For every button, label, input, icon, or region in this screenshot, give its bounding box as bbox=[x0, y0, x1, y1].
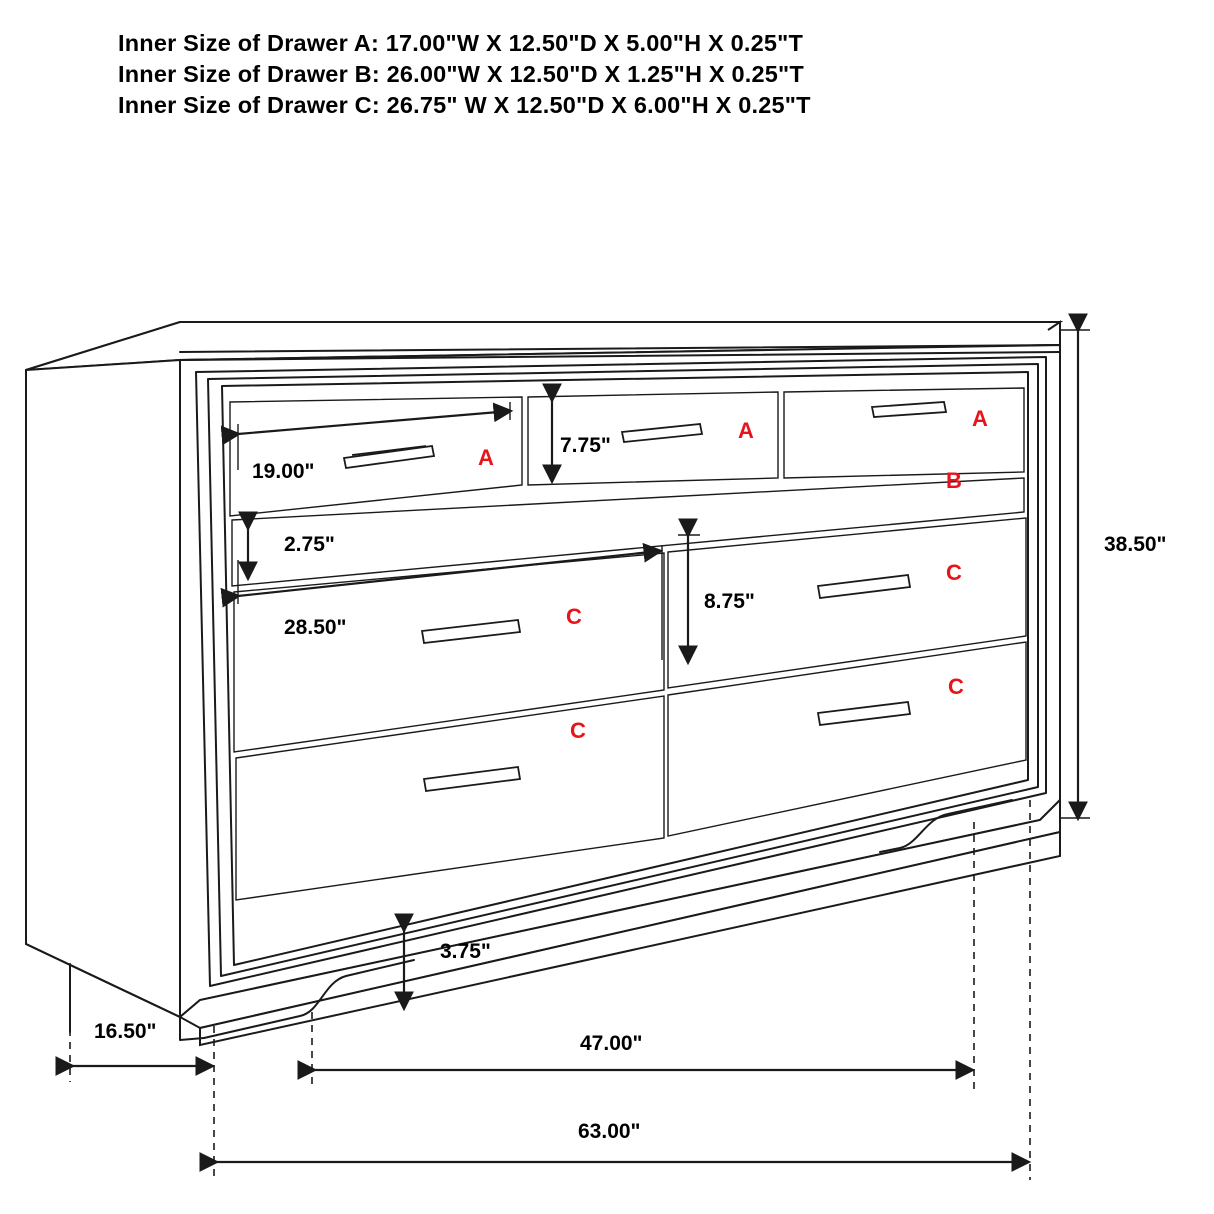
dimension-drawer-c-width: 28.50" bbox=[284, 616, 347, 639]
label-drawer-c-upper-right: C bbox=[946, 560, 962, 585]
dimension-drawer-c-height: 8.75" bbox=[704, 590, 755, 613]
dimension-drawer-a-width: 19.00" bbox=[252, 460, 315, 483]
label-drawer-c-lower-left: C bbox=[570, 718, 586, 743]
dimension-overall-width: 63.00" bbox=[578, 1120, 641, 1143]
dimension-overall-height: 38.50" bbox=[1104, 533, 1167, 556]
label-drawer-c-upper-left: C bbox=[566, 604, 582, 629]
label-drawer-a-left: A bbox=[478, 445, 494, 470]
spec-line-drawer-a: Inner Size of Drawer A: 17.00"W X 12.50"D X 5.00"H X 0.25"T bbox=[118, 30, 804, 56]
label-drawer-a-middle: A bbox=[738, 418, 754, 443]
dresser-left-side-panel bbox=[26, 360, 180, 1017]
label-drawer-a-right: A bbox=[972, 406, 988, 431]
label-drawer-c-lower-right: C bbox=[948, 674, 964, 699]
spec-line-drawer-c: Inner Size of Drawer C: 26.75" W X 12.50"D X 6.00"H X 0.25"T bbox=[118, 92, 811, 118]
drawer-front-a-right[interactable] bbox=[784, 388, 1024, 478]
spec-line-drawer-b: Inner Size of Drawer B: 26.00"W X 12.50"D X 1.25"H X 0.25"T bbox=[118, 61, 804, 87]
dimension-drawer-b-height: 2.75" bbox=[284, 533, 335, 556]
dimension-depth: 16.50" bbox=[94, 1020, 157, 1043]
label-drawer-b: B bbox=[946, 468, 962, 493]
dimension-base-clearance: 3.75" bbox=[440, 940, 491, 963]
dimension-inner-width: 47.00" bbox=[580, 1032, 643, 1055]
dimension-drawer-a-height: 7.75" bbox=[560, 434, 611, 457]
